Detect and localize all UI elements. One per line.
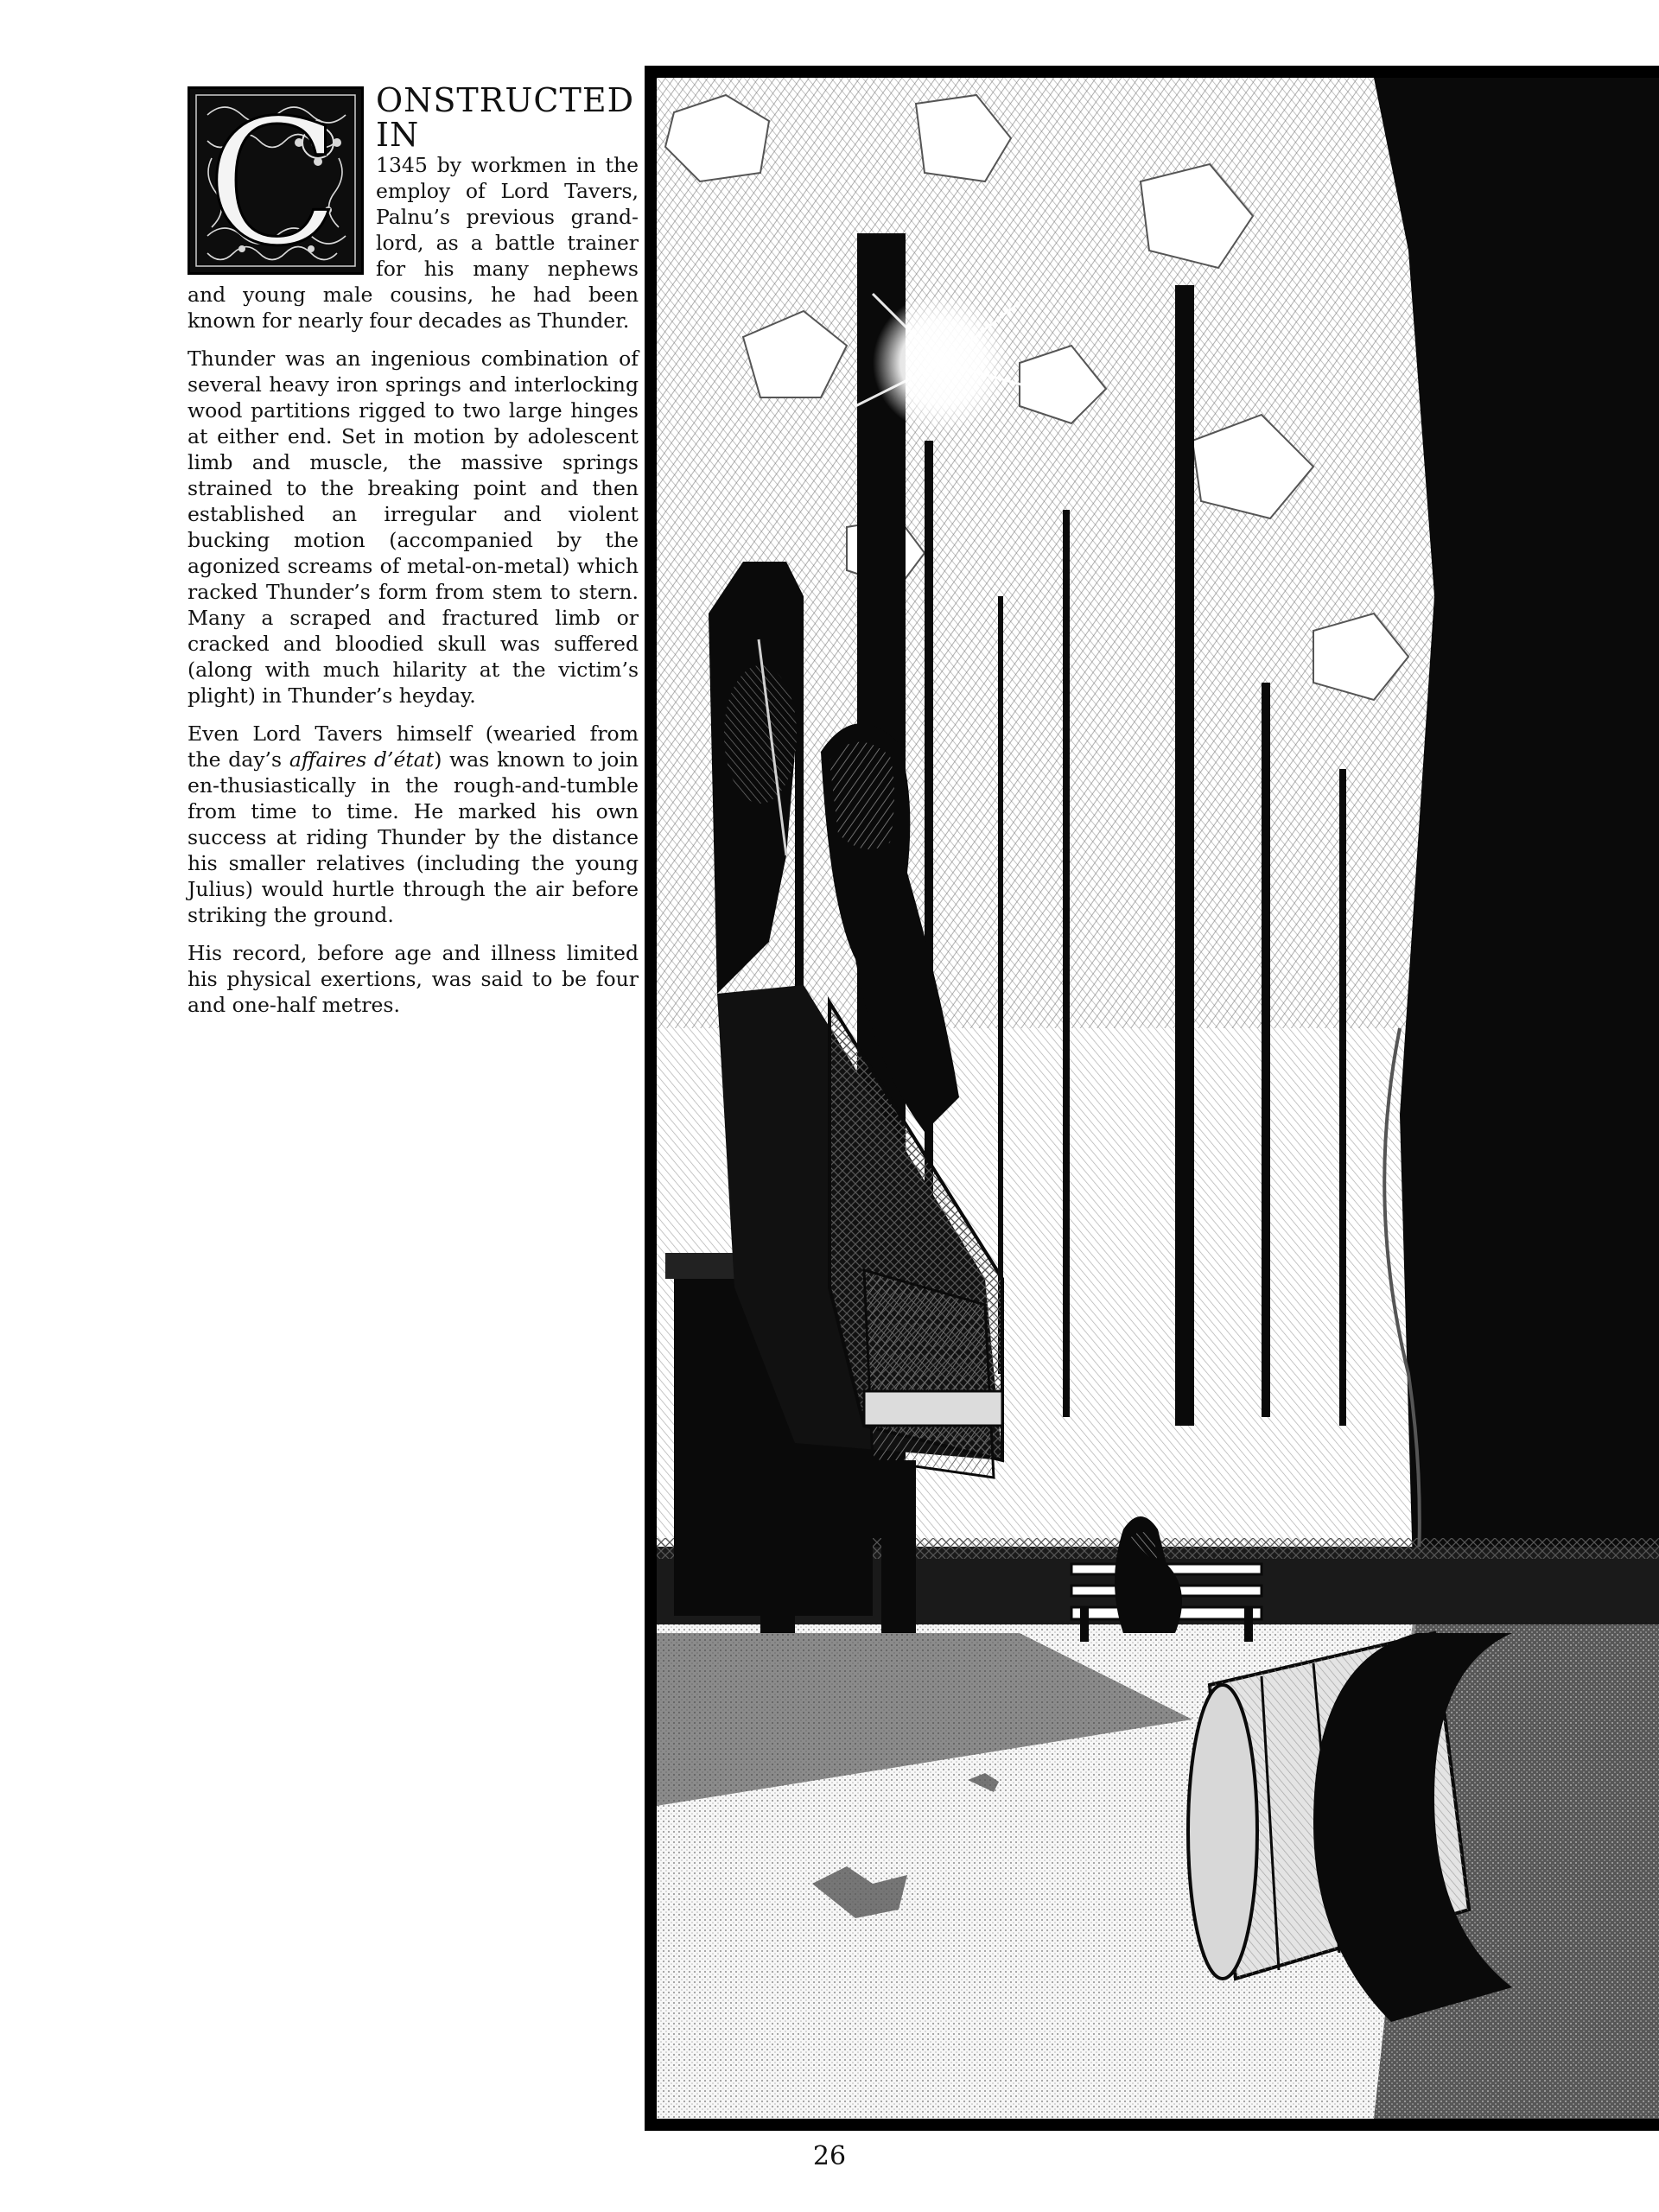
illustration-panel bbox=[645, 66, 1659, 2131]
drop-cap-letter: C bbox=[207, 89, 340, 272]
text-column bbox=[188, 83, 639, 1030]
opening-caps: ONSTRUCTED IN bbox=[376, 81, 635, 154]
paragraph-3-after: ) was known to join en-thusiastically in the rough-and-tumble from time to time. He marked his own success at riding Thunder by the distance his smaller relatives (including the young Julius) would hurtle through the air before striking the ground. bbox=[188, 747, 639, 927]
drop-cap-illumination bbox=[188, 86, 364, 275]
paragraph-3-before: Even Lord Tavers himself (wearied from the day’s bbox=[188, 721, 639, 772]
page-number: 26 bbox=[812, 2141, 847, 2171]
illustration-frame bbox=[657, 78, 1659, 2119]
paragraph-4: His record, before age and illness limited his physical exertions, was said to be four and one-half metres. bbox=[188, 941, 639, 1017]
paragraph-3-italic: affaires d’état bbox=[289, 747, 435, 772]
floral-ornament-icon bbox=[190, 89, 361, 272]
paragraph-1-text: 1345 by workmen in the employ of Lord Tavers, Palnu’s previous grand-lord, as a battle trainer for his many nephews and young male cousins, he had been known for nearly four decades as Thunder. bbox=[188, 153, 639, 333]
paragraph-2: Thunder was an ingenious combination of several heavy iron springs and interlocking wood partitions rigged to two large hinges at either end. Set in motion by adolescent limb and muscle, the massive springs strained to the breaking point and then established an irregular and violent bucking motion (accompanied by the agonized screams of metal-on-metal) which racked Thunder’s form from stem to stern. Many a scraped and fractured limb or cracked and bloodied skull was suffered (along with much hilarity at the victim’s plight) in Thunder’s heyday. bbox=[188, 346, 639, 708]
park-scene-illustration bbox=[657, 78, 1659, 2119]
paragraph-3 bbox=[188, 721, 639, 928]
